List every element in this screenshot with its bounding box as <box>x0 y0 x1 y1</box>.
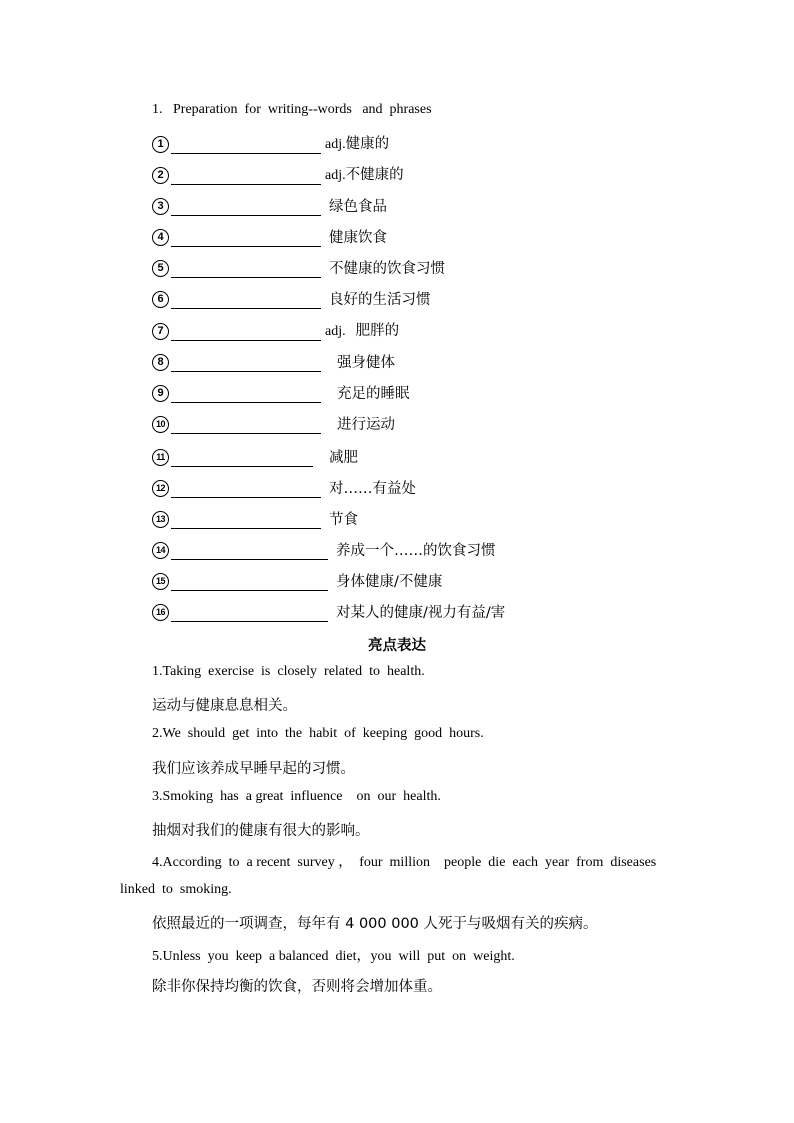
vocab-row <box>152 476 416 498</box>
answer-blank[interactable] <box>171 292 321 309</box>
chinese-meaning: 进行运动 <box>337 417 395 433</box>
chinese-meaning: 不健康的 <box>345 167 404 183</box>
sentence-chinese: 依照最近的一项调查，每年有 4 000 000 人死于与吸烟有关的疾病。 <box>152 916 598 932</box>
vocab-row <box>152 569 442 591</box>
vocab-row <box>152 225 387 247</box>
answer-blank[interactable] <box>171 512 321 529</box>
vocab-row <box>152 163 404 185</box>
vocab-row <box>152 256 445 278</box>
vocab-row <box>152 507 358 529</box>
part-of-speech: adj. <box>325 137 346 152</box>
item-number: 3 <box>152 198 169 215</box>
sentence-chinese: 我们应该养成早睡早起的习惯。 <box>152 761 355 777</box>
vocab-row <box>152 538 496 560</box>
sentence-english: 5.Unless you keep a balanced diet，you will put on weight. <box>152 949 515 964</box>
chinese-meaning: 健康的 <box>345 136 390 152</box>
part-of-speech: adj. <box>325 324 346 339</box>
sentence-chinese: 运动与健康息息相关。 <box>152 698 297 714</box>
item-number: 14 <box>152 542 169 559</box>
vocab-row <box>152 319 399 341</box>
chinese-meaning: 充足的睡眠 <box>337 386 410 402</box>
sentence-english: 3.Smoking has a great influence on our health. <box>152 789 441 804</box>
item-number: 8 <box>152 354 169 371</box>
chinese-meaning: 对……有益处 <box>329 481 416 497</box>
item-number: 2 <box>152 167 169 184</box>
chinese-meaning: 养成一个……的饮食习惯 <box>336 543 496 559</box>
item-number: 16 <box>152 604 169 621</box>
chinese-meaning: 强身健体 <box>337 355 395 371</box>
answer-blank[interactable] <box>171 199 321 216</box>
vocab-row <box>152 381 410 403</box>
chinese-meaning: 减肥 <box>329 450 358 466</box>
item-number: 9 <box>152 385 169 402</box>
answer-blank[interactable] <box>171 605 328 622</box>
section-title: 亮点表达 <box>368 638 426 654</box>
answer-blank[interactable] <box>171 481 321 498</box>
chinese-meaning: 不健康的饮食习惯 <box>329 261 445 277</box>
vocab-row <box>152 287 431 309</box>
vocab-row <box>152 412 395 434</box>
part-of-speech: adj. <box>325 168 346 183</box>
sentence-english: 2.We should get into the habit of keeping good hours. <box>152 726 484 741</box>
chinese-meaning: 绿色食品 <box>329 199 387 215</box>
item-number: 1 <box>152 136 169 153</box>
item-number: 7 <box>152 323 169 340</box>
answer-blank[interactable] <box>171 450 313 467</box>
item-number: 4 <box>152 229 169 246</box>
section-heading: 1. Preparation for writing--words and phrases <box>152 102 432 117</box>
sentence-english: 4.According to a recent survey ， four million people die each year from diseases <box>152 855 657 870</box>
answer-blank[interactable] <box>171 261 321 278</box>
answer-blank[interactable] <box>171 137 321 154</box>
item-number: 15 <box>152 573 169 590</box>
answer-blank[interactable] <box>171 417 321 434</box>
item-number: 13 <box>152 511 169 528</box>
answer-blank[interactable] <box>171 230 321 247</box>
chinese-meaning: 健康饮食 <box>329 230 387 246</box>
chinese-meaning: 对某人的健康/视力有益/害 <box>336 605 506 621</box>
chinese-meaning: 节食 <box>329 512 358 528</box>
vocab-row <box>152 194 387 216</box>
vocab-row <box>152 132 389 154</box>
answer-blank[interactable] <box>171 355 321 372</box>
chinese-meaning: 身体健康/不健康 <box>336 574 443 590</box>
vocab-row <box>152 600 505 622</box>
answer-blank[interactable] <box>171 543 328 560</box>
chinese-meaning: 良好的生活习惯 <box>329 292 431 308</box>
item-number: 12 <box>152 480 169 497</box>
item-number: 11 <box>152 449 169 466</box>
item-number: 10 <box>152 416 169 433</box>
item-number: 5 <box>152 260 169 277</box>
sentence-chinese: 除非你保持均衡的饮食，否则将会增加体重。 <box>152 979 442 995</box>
answer-blank[interactable] <box>171 386 321 403</box>
answer-blank[interactable] <box>171 574 328 591</box>
sentence-chinese: 抽烟对我们的健康有很大的影响。 <box>152 823 370 839</box>
item-number: 6 <box>152 291 169 308</box>
vocab-row <box>152 350 395 372</box>
chinese-meaning: 肥胖的 <box>355 323 400 339</box>
answer-blank[interactable] <box>171 324 321 341</box>
sentence-english: 1.Taking exercise is closely related to health. <box>152 664 425 679</box>
vocab-row <box>152 445 358 467</box>
answer-blank[interactable] <box>171 168 321 185</box>
sentence-english-continued: linked to smoking. <box>120 882 232 897</box>
